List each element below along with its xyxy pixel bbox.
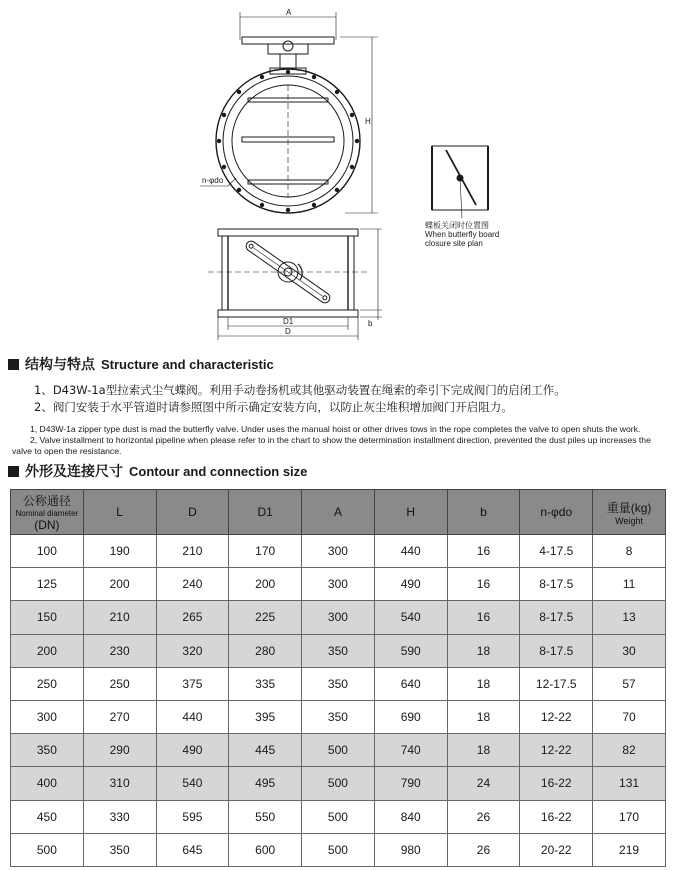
dim-b-label: b xyxy=(368,319,373,328)
header-weight: 重量(kg) Weight xyxy=(593,490,666,535)
cell-n-phi-do: 12-17.5 xyxy=(520,667,593,700)
cell-h: 490 xyxy=(374,568,447,601)
cell-n-phi-do: 8-17.5 xyxy=(520,634,593,667)
header-l: L xyxy=(83,490,156,535)
cell-d1: 280 xyxy=(229,634,302,667)
table-header-row xyxy=(11,490,666,535)
structure-point-en-1: 1, D43W-1a zipper type dust is mad the butterfly valve. Under uses the manual hoist or other drives tows in the rope completes the valve to open shuts the work. xyxy=(30,424,641,434)
cell-a: 350 xyxy=(302,700,375,733)
cell-h: 840 xyxy=(374,800,447,833)
closure-caption-cn: 蝶板关闭时位置图 xyxy=(425,221,489,230)
structure-point-en-2: 2, Valve installment to horizontal pipeline when please refer to in the chart to show the determination installment direction, prevented the dust piles up increases the valve to open the resistance. xyxy=(12,435,651,456)
header-h: H xyxy=(374,490,447,535)
cell-b: 16 xyxy=(447,535,520,568)
cell-l: 210 xyxy=(83,601,156,634)
table-row xyxy=(11,667,666,700)
square-bullet-icon xyxy=(8,466,19,477)
cell-b: 18 xyxy=(447,700,520,733)
cell-l: 290 xyxy=(83,734,156,767)
cell-h: 440 xyxy=(374,535,447,568)
cell-l: 230 xyxy=(83,634,156,667)
header-n-phi-do: n-φdo xyxy=(520,490,593,535)
cell-d: 375 xyxy=(156,667,229,700)
cell-dn: 500 xyxy=(11,833,84,866)
contour-title-en: Contour and connection size xyxy=(129,463,308,479)
cell-weight: 131 xyxy=(593,767,666,800)
cell-n-phi-do: 8-17.5 xyxy=(520,568,593,601)
cell-d1: 225 xyxy=(229,601,302,634)
cell-weight: 82 xyxy=(593,734,666,767)
cell-n-phi-do: 12-22 xyxy=(520,700,593,733)
table-row xyxy=(11,734,666,767)
structure-points-en xyxy=(12,424,660,457)
structure-title-en: Structure and characteristic xyxy=(101,356,274,372)
cell-dn: 350 xyxy=(11,734,84,767)
header-d: D xyxy=(156,490,229,535)
cell-n-phi-do: 16-22 xyxy=(520,800,593,833)
cell-a: 500 xyxy=(302,833,375,866)
cell-b: 26 xyxy=(447,800,520,833)
cell-d: 595 xyxy=(156,800,229,833)
cell-h: 790 xyxy=(374,767,447,800)
cell-h: 640 xyxy=(374,667,447,700)
contour-section-title xyxy=(8,462,307,480)
cell-l: 190 xyxy=(83,535,156,568)
cell-n-phi-do: 4-17.5 xyxy=(520,535,593,568)
closure-caption-en-2: closure site plan xyxy=(425,239,483,248)
cell-dn: 400 xyxy=(11,767,84,800)
cell-a: 300 xyxy=(302,601,375,634)
cell-dn: 100 xyxy=(11,535,84,568)
cell-weight: 219 xyxy=(593,833,666,866)
cell-n-phi-do: 20-22 xyxy=(520,833,593,866)
table-row xyxy=(11,568,666,601)
dimension-table xyxy=(10,489,666,867)
dim-d1-label: D1 xyxy=(283,317,294,326)
cell-weight: 8 xyxy=(593,535,666,568)
dim-h-label: H xyxy=(365,117,371,126)
header-b: b xyxy=(447,490,520,535)
cell-weight: 57 xyxy=(593,667,666,700)
cell-d: 320 xyxy=(156,634,229,667)
cell-d: 645 xyxy=(156,833,229,866)
cell-h: 540 xyxy=(374,601,447,634)
cell-weight: 30 xyxy=(593,634,666,667)
cell-weight: 11 xyxy=(593,568,666,601)
cell-b: 24 xyxy=(447,767,520,800)
table-row xyxy=(11,535,666,568)
cell-l: 330 xyxy=(83,800,156,833)
cell-d: 540 xyxy=(156,767,229,800)
dim-a-label: A xyxy=(286,8,292,17)
header-d1: D1 xyxy=(229,490,302,535)
closure-caption-en-1: When butterfly board xyxy=(425,230,500,239)
cell-dn: 125 xyxy=(11,568,84,601)
cell-a: 350 xyxy=(302,667,375,700)
valve-technical-drawing xyxy=(0,0,676,345)
table-row xyxy=(11,767,666,800)
table-row xyxy=(11,601,666,634)
cell-l: 310 xyxy=(83,767,156,800)
cell-weight: 170 xyxy=(593,800,666,833)
cell-weight: 13 xyxy=(593,601,666,634)
header-dn: 公称通径 Nominal diameter (DN) xyxy=(11,490,84,535)
cell-b: 26 xyxy=(447,833,520,866)
hole-label: n-φdo xyxy=(202,176,224,185)
table-row xyxy=(11,800,666,833)
cell-d1: 495 xyxy=(229,767,302,800)
cell-a: 500 xyxy=(302,734,375,767)
cell-d1: 395 xyxy=(229,700,302,733)
cell-h: 980 xyxy=(374,833,447,866)
cell-a: 300 xyxy=(302,568,375,601)
structure-point-cn-2: 2、阀门安装于水平管道时请参照图中所示确定安装方向，以防止灰尘堆积增加阀门开启阻力。 xyxy=(34,400,513,414)
cell-dn: 450 xyxy=(11,800,84,833)
cell-d1: 170 xyxy=(229,535,302,568)
table-row xyxy=(11,833,666,866)
cell-d: 265 xyxy=(156,601,229,634)
cell-d1: 200 xyxy=(229,568,302,601)
cell-dn: 150 xyxy=(11,601,84,634)
square-bullet-icon xyxy=(8,359,19,370)
cell-l: 200 xyxy=(83,568,156,601)
cell-b: 18 xyxy=(447,734,520,767)
cell-d: 440 xyxy=(156,700,229,733)
structure-section-title xyxy=(8,355,274,373)
cell-n-phi-do: 8-17.5 xyxy=(520,601,593,634)
cell-n-phi-do: 16-22 xyxy=(520,767,593,800)
cell-a: 500 xyxy=(302,767,375,800)
cell-a: 500 xyxy=(302,800,375,833)
cell-l: 270 xyxy=(83,700,156,733)
cell-l: 250 xyxy=(83,667,156,700)
cell-d: 240 xyxy=(156,568,229,601)
cell-d1: 600 xyxy=(229,833,302,866)
cell-dn: 200 xyxy=(11,634,84,667)
table-row xyxy=(11,700,666,733)
header-a: A xyxy=(302,490,375,535)
table-row xyxy=(11,634,666,667)
cell-dn: 250 xyxy=(11,667,84,700)
cell-d: 210 xyxy=(156,535,229,568)
cell-l: 350 xyxy=(83,833,156,866)
cell-b: 18 xyxy=(447,667,520,700)
cell-d1: 550 xyxy=(229,800,302,833)
dim-d-label: D xyxy=(285,327,291,336)
cell-b: 16 xyxy=(447,568,520,601)
cell-a: 350 xyxy=(302,634,375,667)
cell-weight: 70 xyxy=(593,700,666,733)
cell-a: 300 xyxy=(302,535,375,568)
contour-title-cn: 外形及连接尺寸 xyxy=(25,464,123,480)
cell-h: 590 xyxy=(374,634,447,667)
cell-n-phi-do: 12-22 xyxy=(520,734,593,767)
cell-h: 740 xyxy=(374,734,447,767)
cell-h: 690 xyxy=(374,700,447,733)
cell-b: 16 xyxy=(447,601,520,634)
table-body xyxy=(11,535,666,867)
cell-d1: 335 xyxy=(229,667,302,700)
cell-b: 18 xyxy=(447,634,520,667)
structure-point-cn-1: 1、D43W-1a型拉索式尘气蝶阀。利用手动卷扬机或其他驱动装置在绳索的牵引下完成阀门的启闭工作。 xyxy=(34,383,566,397)
cell-d: 490 xyxy=(156,734,229,767)
structure-title-cn: 结构与特点 xyxy=(25,357,95,373)
cell-d1: 445 xyxy=(229,734,302,767)
cell-dn: 300 xyxy=(11,700,84,733)
